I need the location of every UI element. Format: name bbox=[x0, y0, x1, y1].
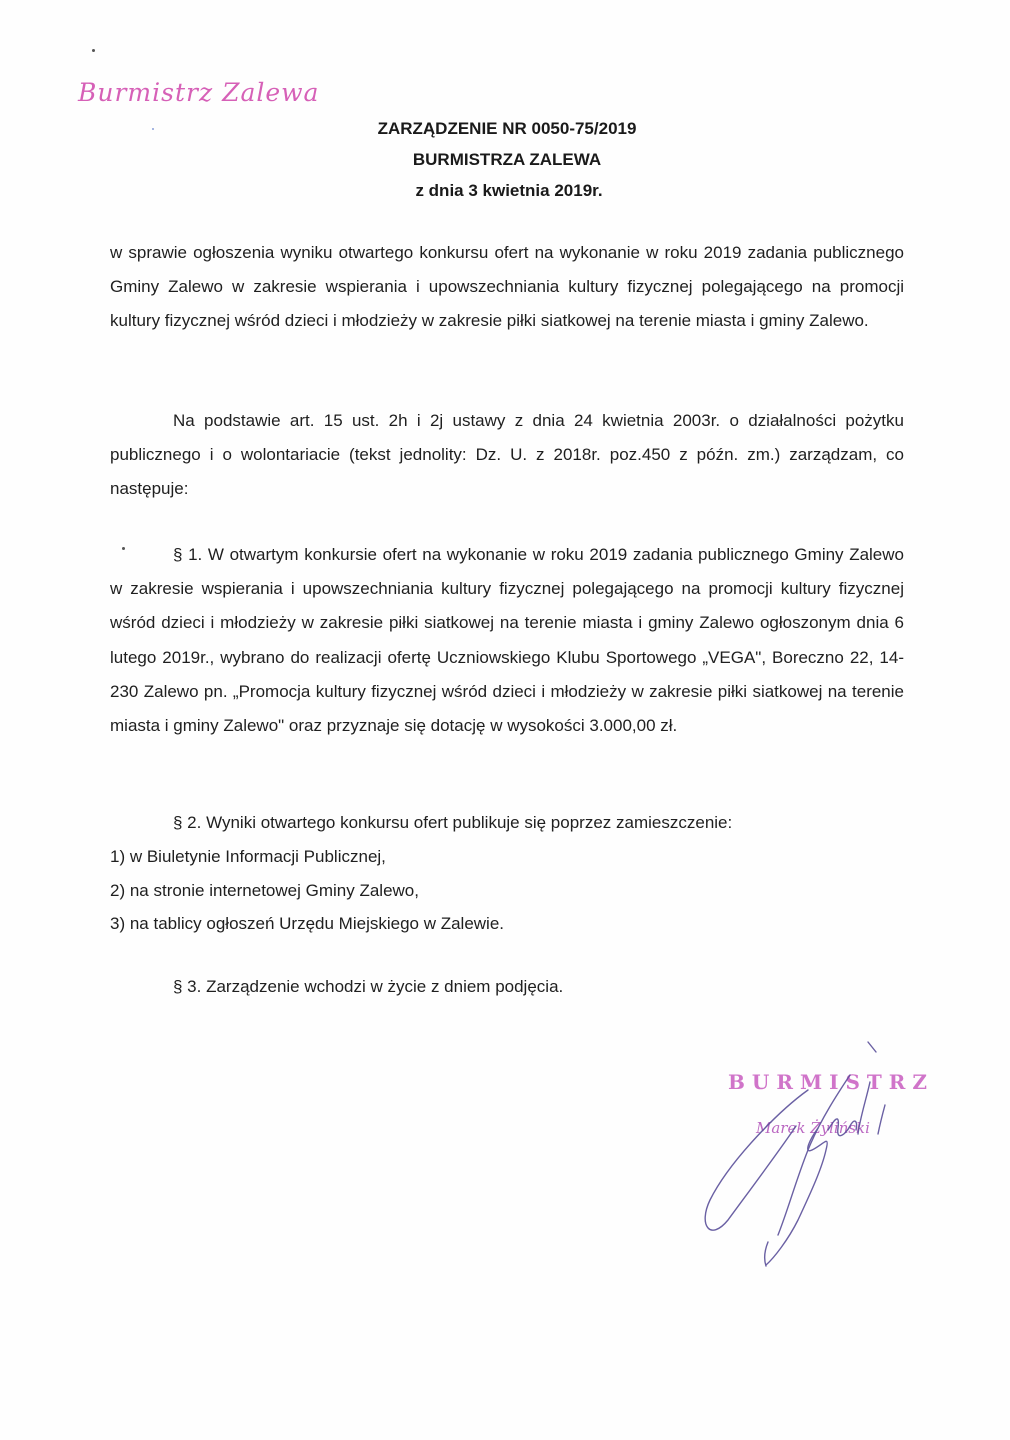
stamp-name: Marek Żyliński bbox=[756, 1119, 870, 1137]
section-2 bbox=[110, 806, 904, 941]
scan-speck bbox=[152, 128, 154, 130]
handwritten-signature bbox=[700, 1030, 960, 1270]
scan-speck bbox=[92, 49, 95, 52]
burmistrz-stamp-top: Burmistrz Zalewa bbox=[78, 78, 320, 107]
subject-text: w sprawie ogłoszenia wyniku otwartego konkursu ofert na wykonanie w roku 2019 zadania publicznego Gminy Zalewo w zakresie wspierania i upowszechniania kultury fizycznej polegającego na promocji kultury fizycznej wśród dzieci i młodzieży w zakresie piłki siatkowej na terenie miasta i gminy Zalewo. bbox=[110, 243, 904, 330]
issuer: BURMISTRZA ZALEWA bbox=[412, 150, 602, 169]
list-item: 1) w Biuletynie Informacji Publicznej, bbox=[110, 846, 386, 866]
legal-basis-paragraph bbox=[110, 404, 904, 505]
ordinance-number: ZARZĄDZENIE NR 0050-75/2019 bbox=[377, 119, 637, 138]
issue-date: z dnia 3 kwietnia 2019r. bbox=[415, 181, 603, 200]
subject-paragraph bbox=[110, 236, 904, 337]
document-header bbox=[0, 113, 1010, 206]
list-item: 3) na tablicy ogłoszeń Urzędu Miejskiego w Zalewie. bbox=[110, 914, 505, 934]
stamp-title: BURMISTRZ bbox=[728, 1070, 935, 1094]
section-1 bbox=[110, 538, 904, 743]
signature-block bbox=[700, 1030, 960, 1270]
section-1-text: § 1. W otwartym konkursie ofert na wykonanie w roku 2019 zadania publicznego Gminy Zalewo w zakresie wspierania i upowszechniania kultury fizycznej polegającego na promocji kultury fizycznej wśród dzieci i młodzieży w zakresie piłki siatkowej na terenie miasta i gminy Zalewo ogłoszonym dnia 6 lutego 2019r., wybrano do realizacji ofertę Uczniowskiego Klubu Sportowego „VEGA", Boreczno 22, 14-230 Zalewo pn. „Promocja kultury fizycznej wśród dzieci i młodzieży w zakresie piłki siatkowej na terenie miasta i gminy Zalewo" oraz przyznaje się dotację w wysokości 3.000,00 zł. bbox=[110, 545, 904, 736]
section-2-intro: § 2. Wyniki otwartego konkursu ofert publikuje się poprzez zamieszczenie: bbox=[173, 813, 733, 832]
scan-speck bbox=[122, 547, 125, 550]
section-3-text: § 3. Zarządzenie wchodzi w życie z dniem podjęcia. bbox=[173, 977, 564, 996]
legal-basis-text: Na podstawie art. 15 ust. 2h i 2j ustawy z dnia 24 kwietnia 2003r. o działalności pożytku publicznego i o wolontariacie (tekst jednolity: Dz. U. z 2018r. poz.450 z późn. zm.) zarządzam, co następuje: bbox=[110, 411, 904, 498]
list-item: 2) na stronie internetowej Gminy Zalewo, bbox=[110, 880, 419, 900]
section-3 bbox=[110, 970, 904, 1004]
